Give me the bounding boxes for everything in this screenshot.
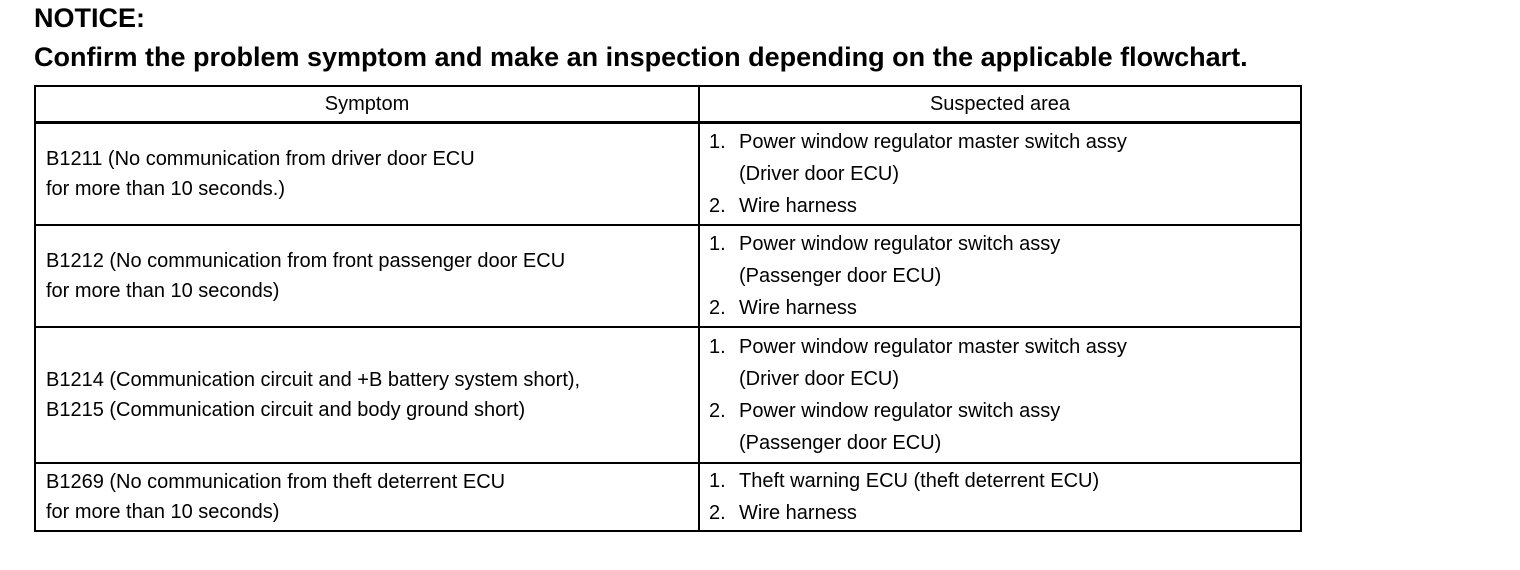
notice-title: NOTICE: [34, 3, 145, 33]
symptom-line: for more than 10 seconds) [46, 501, 280, 523]
item-subtext: (Passenger door ECU) [739, 432, 942, 454]
notice-text: Confirm the problem symptom and make an inspection depending on the applicable flowchart. [34, 42, 1248, 72]
symptom-cell [35, 327, 699, 463]
header-symptom: Symptom [35, 86, 699, 123]
suspected-area-cell [699, 327, 1301, 463]
item-number: 2. [709, 400, 726, 422]
symptom-line: B1212 (No communication from front passenger door ECU [46, 250, 566, 272]
item-number: 2. [709, 195, 726, 217]
suspected-area-item [709, 331, 1300, 363]
item-text: Wire harness [739, 195, 857, 217]
suspected-area-cell [699, 463, 1301, 531]
suspected-area-item [709, 228, 1300, 260]
suspected-area-item [709, 395, 1300, 427]
table-row [35, 327, 1301, 463]
symptom-line: B1211 (No communication from driver door ECU [46, 148, 475, 170]
symptom-line: B1215 (Communication circuit and body ground short) [46, 399, 526, 421]
item-number: 1. [709, 336, 726, 358]
suspected-area-item [709, 190, 1300, 222]
suspected-area-item [709, 497, 1300, 529]
item-subtext: (Passenger door ECU) [739, 265, 942, 287]
item-number: 1. [709, 470, 726, 492]
table-row [35, 123, 1301, 226]
header-suspected-area: Suspected area [699, 86, 1301, 123]
item-subtext: (Driver door ECU) [739, 163, 900, 185]
table-header-row [35, 86, 1301, 123]
symptom-line: B1269 (No communication from theft deterrent ECU [46, 471, 506, 493]
suspected-area-cell [699, 123, 1301, 226]
item-number: 2. [709, 297, 726, 319]
symptom-line: B1214 (Communication circuit and +B battery system short), [46, 369, 581, 391]
symptom-line: for more than 10 seconds) [46, 280, 280, 302]
item-text: Power window regulator master switch assy [739, 336, 1127, 358]
suspected-area-item [709, 292, 1300, 324]
table-row [35, 225, 1301, 327]
suspected-area-item [709, 126, 1300, 158]
item-number: 1. [709, 131, 726, 153]
item-subtext: (Driver door ECU) [739, 368, 900, 390]
item-text: Power window regulator switch assy [739, 400, 1061, 422]
symptom-line: for more than 10 seconds.) [46, 178, 286, 200]
item-text: Wire harness [739, 502, 857, 524]
item-number: 1. [709, 233, 726, 255]
item-text: Power window regulator switch assy [739, 233, 1061, 255]
item-text: Power window regulator master switch assy [739, 131, 1127, 153]
suspected-area-item [709, 465, 1300, 497]
table-row [35, 463, 1301, 531]
item-number: 2. [709, 502, 726, 524]
symptom-cell [35, 225, 699, 327]
item-text: Theft warning ECU (theft deterrent ECU) [739, 470, 1100, 492]
suspected-area-cell [699, 225, 1301, 327]
symptom-table [34, 85, 1302, 532]
item-text: Wire harness [739, 297, 857, 319]
symptom-cell [35, 463, 699, 531]
symptom-cell [35, 123, 699, 226]
